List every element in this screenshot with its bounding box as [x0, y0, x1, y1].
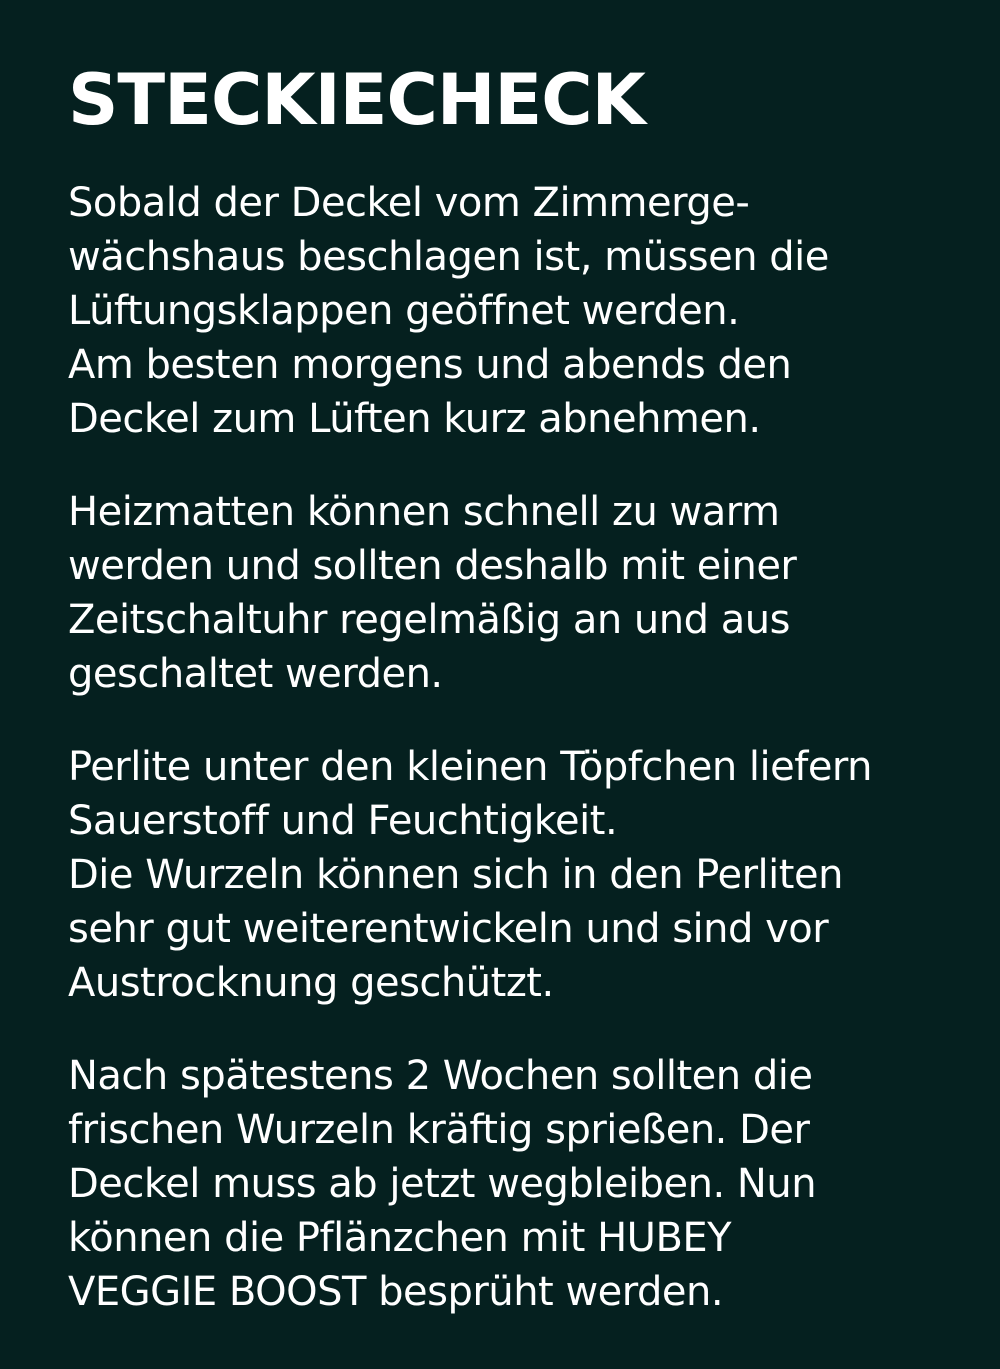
- paragraph-heating-mats: [68, 485, 940, 701]
- paragraph-perlite: [68, 740, 940, 1010]
- text-line: wächshaus beschlagen ist, müssen die: [68, 234, 829, 280]
- text-line: frischen Wurzeln kräftig sprießen. Der: [68, 1107, 810, 1153]
- paragraph-roots-growth: [68, 1049, 940, 1319]
- text-line: können die Pflänzchen mit HUBEY: [68, 1215, 732, 1261]
- text-line: Die Wurzeln können sich in den Perliten: [68, 852, 843, 898]
- text-line: Heizmatten können schnell zu warm: [68, 489, 780, 535]
- text-line: Sauerstoff und Feuchtigkeit.: [68, 798, 618, 844]
- text-line: Lüftungsklappen geöffnet werden.: [68, 288, 740, 334]
- text-line: Deckel muss ab jetzt wegbleiben. Nun: [68, 1161, 817, 1207]
- text-line: sehr gut weiterentwickeln und sind vor: [68, 906, 829, 952]
- text-line: VEGGIE BOOST besprüht werden.: [68, 1269, 724, 1315]
- text-line: Zeitschaltuhr regelmäßig an und aus: [68, 597, 790, 643]
- text-line: geschaltet werden.: [68, 651, 443, 697]
- page-title: STECKIECHECK: [68, 59, 645, 141]
- text-line: Deckel zum Lüften kurz abnehmen.: [68, 396, 761, 442]
- paragraph-ventilation: [68, 176, 940, 446]
- text-line: werden und sollten deshalb mit einer: [68, 543, 797, 589]
- text-line: Am besten morgens und abends den: [68, 342, 792, 388]
- text-line: Austrocknung geschützt.: [68, 960, 554, 1006]
- text-line: Sobald der Deckel vom Zimmerge-: [68, 180, 750, 226]
- text-line: Perlite unter den kleinen Töpfchen liefern: [68, 744, 873, 790]
- text-line: Nach spätestens 2 Wochen sollten die: [68, 1053, 813, 1099]
